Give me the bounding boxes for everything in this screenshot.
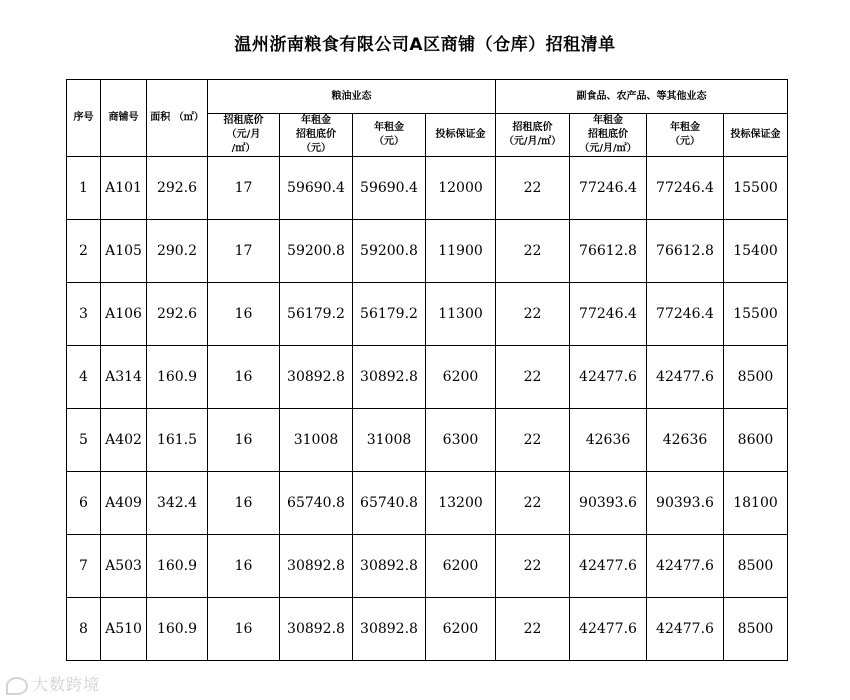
header-line: （元） [670,136,700,147]
cell-g2-base-price: 22 [496,220,570,283]
cell-g2-deposit: 15400 [724,220,788,283]
cell-area: 160.9 [147,346,208,409]
header-g1-annual-rent [353,114,426,157]
cell-g1-annual-rent: 59200.8 [353,220,426,283]
table-row [67,535,788,598]
cell-g1-base-price: 16 [208,472,280,535]
header-g2-base-price [496,114,570,157]
cell-g1-deposit: 6200 [426,598,496,661]
cell-seq: 7 [67,535,101,598]
cell-g1-annual-base: 31008 [280,409,353,472]
rental-table [66,79,788,661]
cell-g1-base-price: 16 [208,283,280,346]
header-line: （元/月/㎡） [503,136,562,147]
cell-g2-annual-base: 76612.8 [570,220,647,283]
header-g1-base-price [208,114,280,157]
header-line: 招租底价 [296,129,336,140]
cell-g1-deposit: 11900 [426,220,496,283]
cell-g2-annual-rent: 77246.4 [647,157,724,220]
cell-g2-annual-base: 90393.6 [570,472,647,535]
cell-g1-annual-rent: 56179.2 [353,283,426,346]
header-seq: 序号 [67,80,101,157]
cell-g2-annual-rent: 42477.6 [647,598,724,661]
cell-g2-base-price: 22 [496,346,570,409]
cell-g1-base-price: 16 [208,598,280,661]
cell-shop-no: A402 [101,409,147,472]
cell-g1-base-price: 16 [208,535,280,598]
cell-g2-annual-base: 42636 [570,409,647,472]
header-group-grain-oil: 粮油业态 [208,80,496,114]
cell-g2-annual-rent: 42477.6 [647,346,724,409]
cell-g2-annual-base: 77246.4 [570,157,647,220]
cell-g1-annual-rent: 30892.8 [353,598,426,661]
cell-shop-no: A106 [101,283,147,346]
table-row [67,409,788,472]
cell-g1-annual-rent: 31008 [353,409,426,472]
cell-g1-annual-base: 30892.8 [280,535,353,598]
table-body [67,157,788,661]
header-line: 年租金 [374,122,404,133]
cell-area: 161.5 [147,409,208,472]
table-row [67,346,788,409]
cell-g2-base-price: 22 [496,598,570,661]
header-g1-annual-base [280,114,353,157]
cell-g2-deposit: 15500 [724,283,788,346]
header-g2-annual-base [570,114,647,157]
header-g2-deposit [724,114,788,157]
cell-seq: 4 [67,346,101,409]
header-g2-annual-rent [647,114,724,157]
table-row [67,283,788,346]
header-shop-no: 商铺号 [101,80,147,157]
cell-g2-annual-rent: 42477.6 [647,535,724,598]
header-line: 年租金 [593,115,623,126]
cell-g2-deposit: 8500 [724,535,788,598]
cell-g1-annual-base: 56179.2 [280,283,353,346]
cell-seq: 2 [67,220,101,283]
cell-g1-deposit: 12000 [426,157,496,220]
cell-g2-annual-rent: 90393.6 [647,472,724,535]
watermark-text: 大数跨境 [32,675,101,694]
header-line: /㎡） [231,143,256,154]
cell-g1-annual-base: 65740.8 [280,472,353,535]
watermark-logo-icon [6,677,28,695]
cell-g1-base-price: 17 [208,220,280,283]
cell-seq: 3 [67,283,101,346]
header-area-line: 面积 [150,112,171,123]
cell-g2-base-price: 22 [496,409,570,472]
cell-area: 160.9 [147,535,208,598]
cell-seq: 6 [67,472,101,535]
header-line: 年租金 [301,115,331,126]
cell-g2-deposit: 15500 [724,157,788,220]
cell-g1-deposit: 11300 [426,283,496,346]
cell-shop-no: A101 [101,157,147,220]
header-line: 投标保证金 [730,129,781,140]
cell-shop-no: A105 [101,220,147,283]
cell-g2-annual-base: 77246.4 [570,283,647,346]
header-line: 招租底价 [512,122,553,133]
cell-g1-annual-rent: 30892.8 [353,346,426,409]
document-title: 温州浙南粮食有限公司A区商铺（仓库）招租清单 [234,35,616,55]
header-line: （元） [301,143,331,154]
header-line: （元） [374,136,404,147]
cell-g1-base-price: 17 [208,157,280,220]
cell-area: 160.9 [147,598,208,661]
cell-g2-deposit: 8500 [724,346,788,409]
cell-g1-deposit: 6200 [426,346,496,409]
cell-g2-annual-rent: 77246.4 [647,283,724,346]
cell-shop-no: A510 [101,598,147,661]
header-line: 投标保证金 [435,129,486,140]
cell-g2-deposit: 8600 [724,409,788,472]
cell-g2-base-price: 22 [496,472,570,535]
cell-g1-base-price: 16 [208,409,280,472]
cell-g2-annual-rent: 76612.8 [647,220,724,283]
header-g1-deposit [426,114,496,157]
cell-g2-base-price: 22 [496,283,570,346]
header-line: 招租底价 [588,129,628,140]
cell-g2-annual-base: 42477.6 [570,346,647,409]
table-row [67,598,788,661]
cell-g2-base-price: 22 [496,157,570,220]
cell-g1-annual-base: 59200.8 [280,220,353,283]
cell-g2-annual-base: 42477.6 [570,535,647,598]
cell-g1-annual-base: 59690.4 [280,157,353,220]
cell-g2-base-price: 22 [496,535,570,598]
cell-seq: 8 [67,598,101,661]
cell-g1-deposit: 6200 [426,535,496,598]
header-line: 招租底价 [223,115,264,126]
cell-g2-deposit: 8500 [724,598,788,661]
cell-area: 292.6 [147,157,208,220]
cell-area: 292.6 [147,283,208,346]
header-line: 年租金 [670,122,700,133]
header-line: （元/月 [226,129,261,140]
cell-area: 342.4 [147,472,208,535]
table-row [67,220,788,283]
cell-seq: 5 [67,409,101,472]
cell-g1-annual-rent: 65740.8 [353,472,426,535]
cell-g2-annual-base: 42477.6 [570,598,647,661]
cell-g1-annual-rent: 30892.8 [353,535,426,598]
cell-seq: 1 [67,157,101,220]
watermark [6,672,100,695]
header-group-other: 副食品、农产品、等其他业态 [496,80,788,114]
cell-g2-annual-rent: 42636 [647,409,724,472]
cell-g2-deposit: 18100 [724,472,788,535]
cell-g1-annual-rent: 59690.4 [353,157,426,220]
header-area [147,80,208,157]
cell-shop-no: A409 [101,472,147,535]
cell-g1-annual-base: 30892.8 [280,346,353,409]
header-area-unit: （㎡） [173,112,204,123]
cell-shop-no: A314 [101,346,147,409]
header-line: （元/月/㎡） [579,143,637,154]
cell-g1-deposit: 13200 [426,472,496,535]
cell-shop-no: A503 [101,535,147,598]
cell-g1-base-price: 16 [208,346,280,409]
table-row [67,157,788,220]
cell-g1-annual-base: 30892.8 [280,598,353,661]
cell-area: 290.2 [147,220,208,283]
cell-g1-deposit: 6300 [426,409,496,472]
table-row [67,472,788,535]
